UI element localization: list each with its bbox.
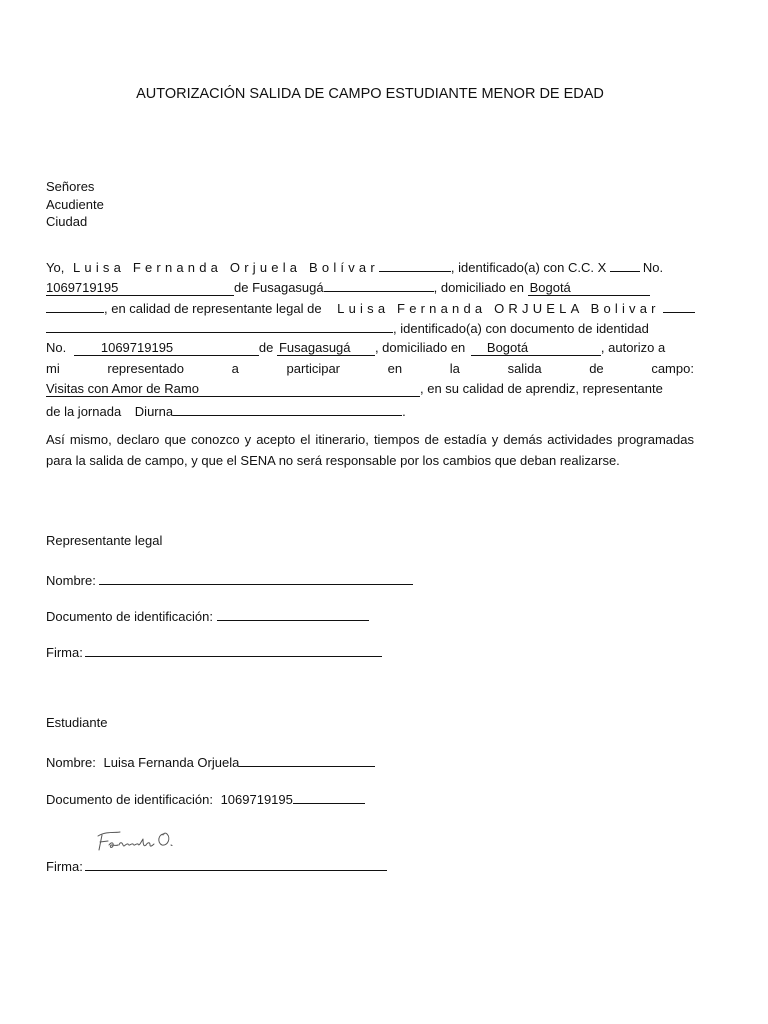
recipient-line: Ciudad [46,214,88,229]
body-line-1: Yo, Luisa Fernanda Orjuela Bolívar , identificado(a) con C.C. X No. [46,256,694,277]
blank-line [663,297,695,313]
body-line-8: de la jornada Diurna . [46,400,694,421]
recipient-line: Acudiente [46,196,104,212]
estudiante-documento-field[interactable] [293,788,365,804]
body-line-7: Visitas con Amor de Ramo , en su calidad de aprendiz, representante [46,381,663,396]
student-doc-field: 1069719195 [46,280,234,296]
estudiante-documento-row: Documento de identificación: 1069719195 [46,788,365,809]
body-line-4: , identificado(a) con documento de identidad [46,317,694,338]
recipients-block [46,178,104,231]
represented-home-field: Bogotá [471,340,601,356]
representante-documento-field[interactable] [217,605,369,621]
estudiante-firma-field[interactable] [85,855,387,871]
estudiante-nombre-row: Nombre: Luisa Fernanda Orjuela [46,751,375,772]
student-home-field: Bogotá [528,280,650,296]
body-line-5: No. 1069719195 de Fusagasugá , domiciliado en Bogotá , autorizo a [46,340,666,355]
blank-line [46,317,393,333]
representante-firma-field[interactable] [85,641,382,657]
body-line-6: mi representado a participar en la salida de campo: [46,361,694,376]
body-line-3: , en calidad de representante legal de Luisa Fernanda ORJUELA Bolivar [46,297,694,318]
body-line-2: 1069719195 de Fusagasugá , domiciliado en Bogotá [46,276,694,297]
represented-name: Luisa Fernanda ORJUELA Bolivar [337,301,660,316]
blank-line [379,256,451,272]
activity-field: Visitas con Amor de Ramo [46,381,420,397]
section-heading-estudiante: Estudiante [46,715,108,730]
blank-line [46,297,104,313]
representante-nombre-field[interactable] [99,569,413,585]
recipient-line: Señores [46,179,95,194]
handwritten-signature [92,826,176,854]
declaration-paragraph: Así mismo, declaro que conozco y acepto el itinerario, tiempos de estadía y demás actividades programadas para la salida de campo, y que el SENA no será responsable por los cambios que deban realizarse. [46,432,694,468]
blank-line [173,400,402,416]
representante-firma-row: Firma: [46,641,382,662]
estudiante-firma-row: Firma: [46,855,387,876]
blank-line [324,276,434,292]
representante-documento-row: Documento de identificación: [46,605,369,626]
estudiante-nombre-field[interactable] [239,751,375,767]
student-name: Luisa Fernanda Orjuela Bolívar [72,260,379,275]
blank-line [610,256,640,272]
representante-nombre-row: Nombre: [46,569,413,590]
represented-doc-field: 1069719195 [74,340,259,356]
represented-city-field: Fusagasugá [277,340,375,356]
document-title: AUTORIZACIÓN SALIDA DE CAMPO ESTUDIANTE MENOR DE EDAD [136,86,604,102]
section-heading-representante: Representante legal [46,533,163,548]
